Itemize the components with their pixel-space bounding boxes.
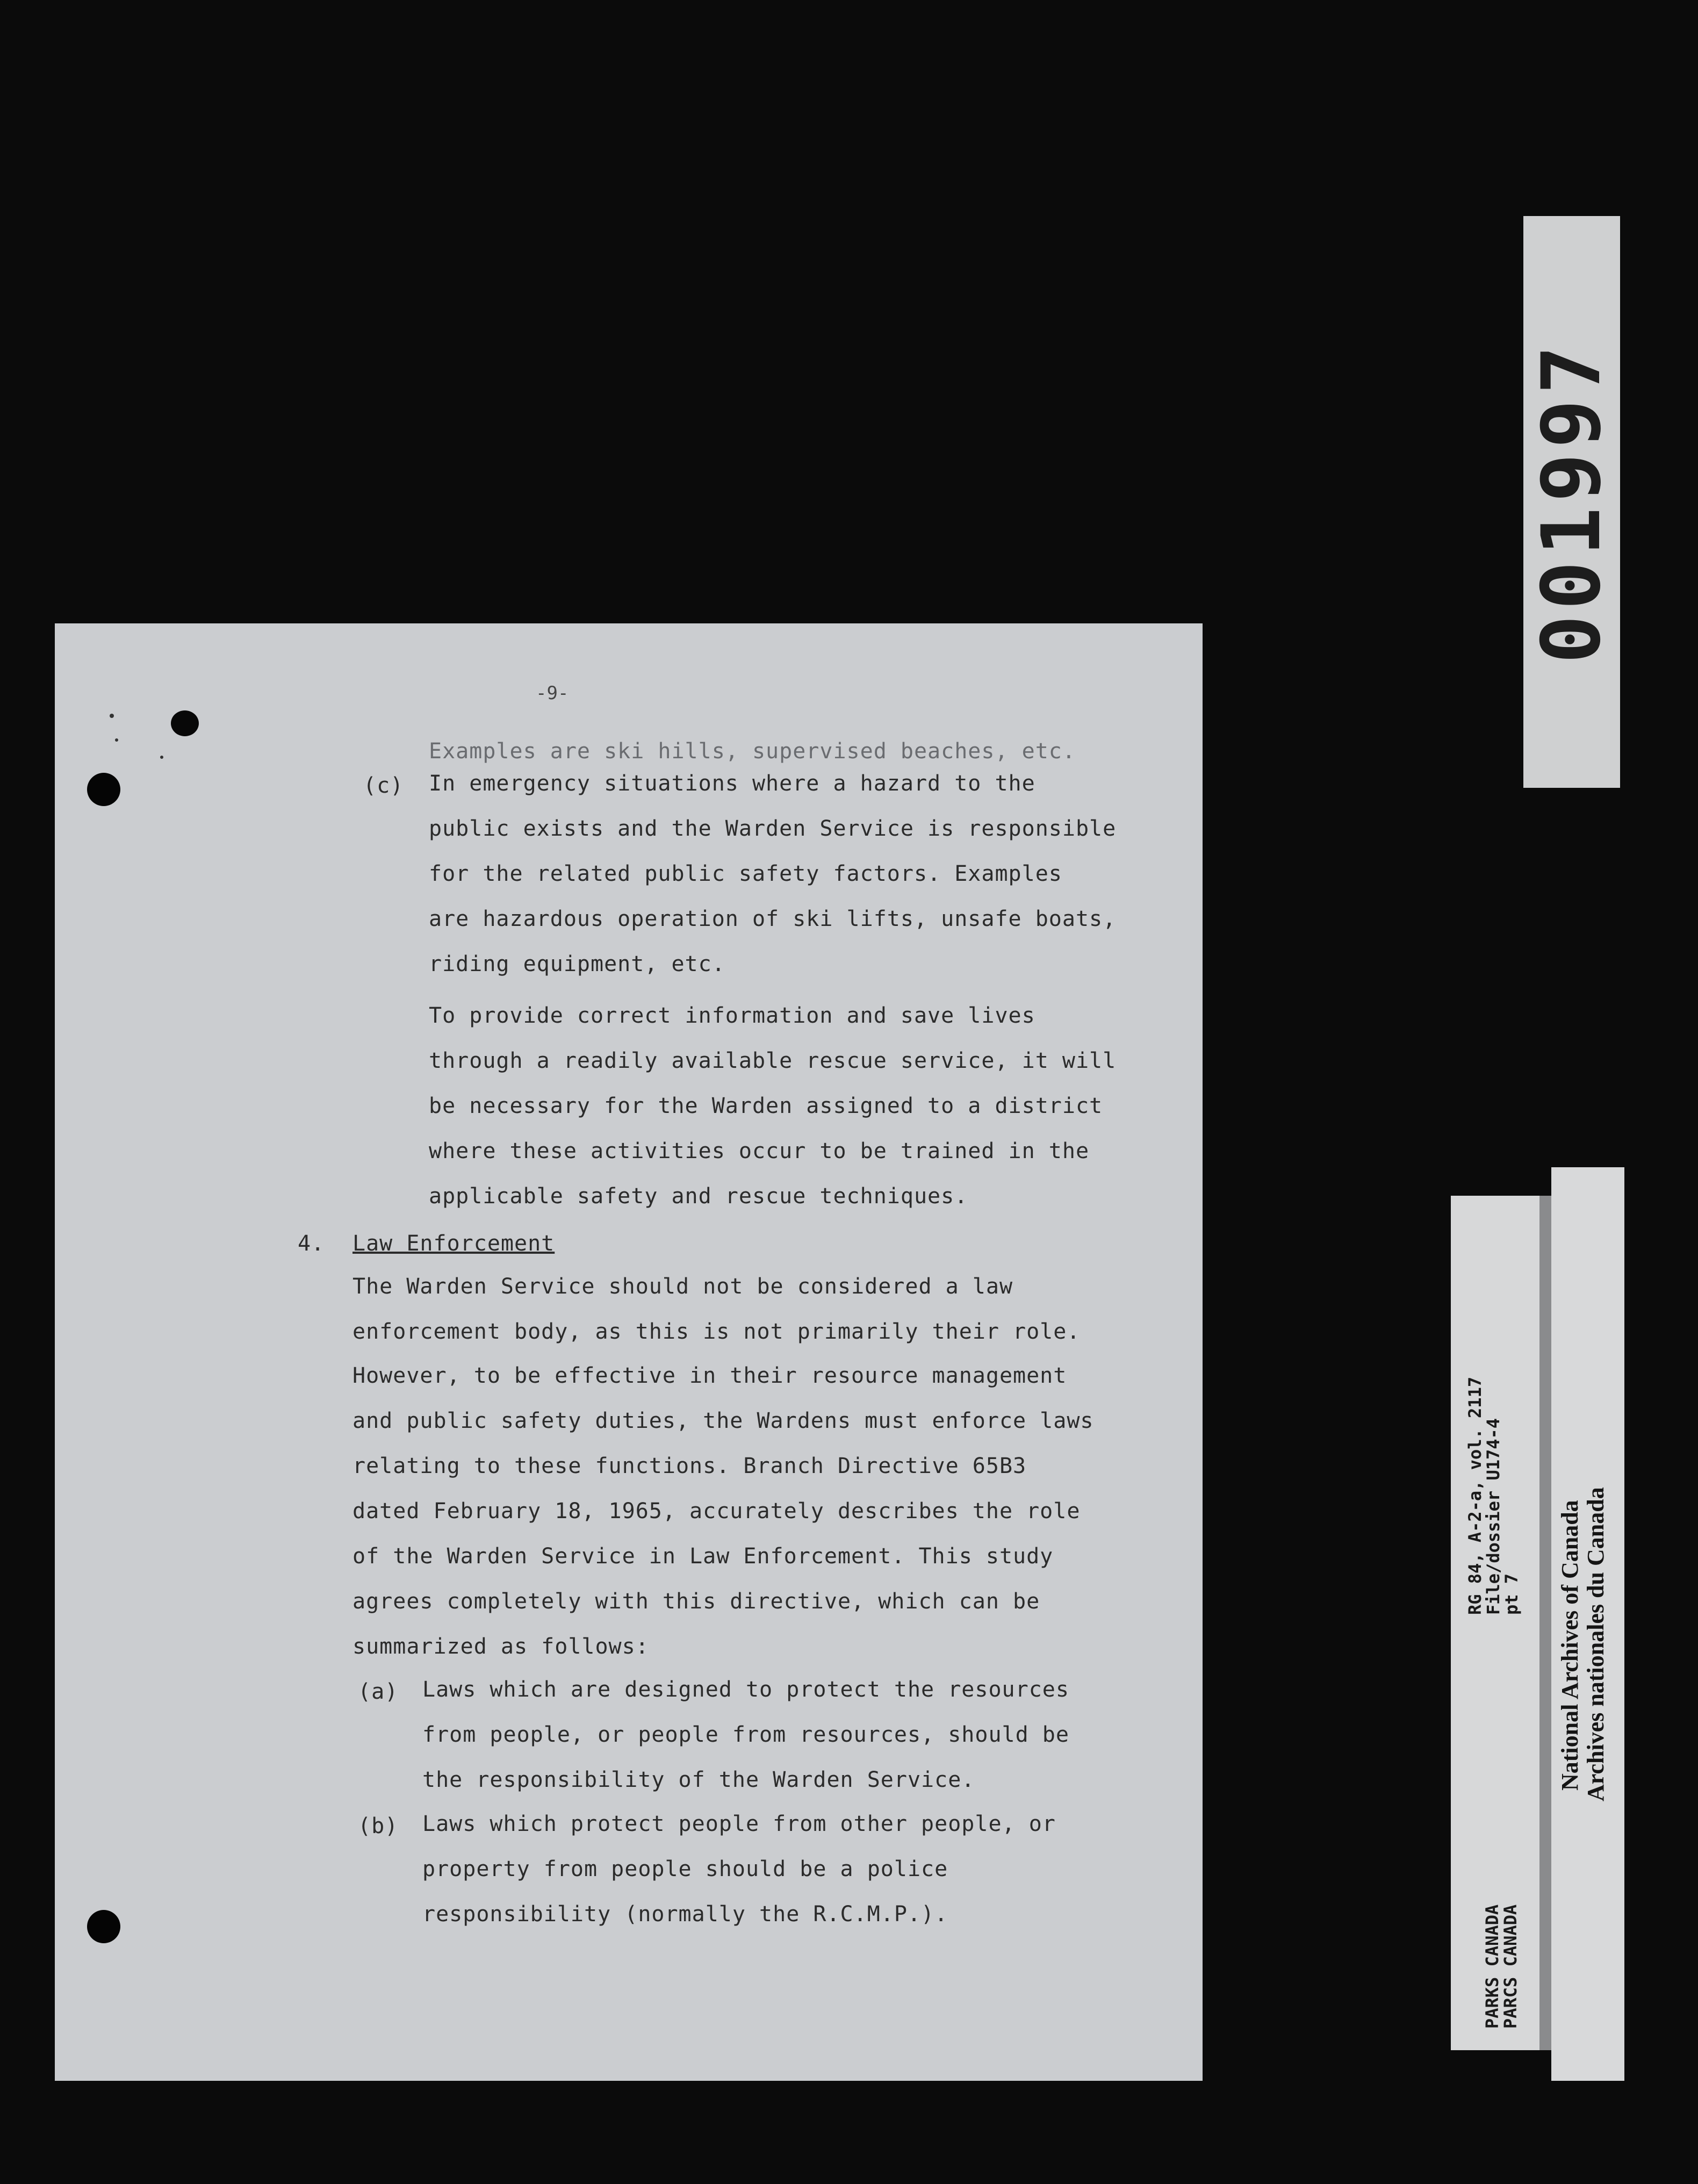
frame-number: 001997 xyxy=(1525,340,1618,664)
list-marker-c: (c) xyxy=(363,773,404,798)
reference-label xyxy=(1451,1196,1539,2050)
text-line: riding equipment, etc. xyxy=(429,952,725,976)
archive-label xyxy=(1551,1167,1624,2081)
archive-name-en: National Archives of Canada xyxy=(1557,1500,1583,1791)
archive-name-fr: Archives nationales du Canada xyxy=(1582,1487,1609,1801)
text-line: However, to be effective in their resource management xyxy=(352,1363,1067,1388)
text-line: dated February 18, 1965, accurately describes the role xyxy=(352,1499,1081,1524)
agency-en: PARKS CANADA xyxy=(1482,1904,1502,2029)
text-line: responsibility (normally the R.C.M.P.). xyxy=(422,1902,948,1927)
text-line: enforcement body, as this is not primarily their role. xyxy=(352,1319,1081,1344)
text-line: of the Warden Service in Law Enforcement. This study xyxy=(352,1544,1054,1569)
speck xyxy=(160,756,163,759)
text-line: agrees completely with this directive, which can be xyxy=(352,1589,1040,1614)
text-line: where these activities occur to be trained in the xyxy=(429,1139,1090,1163)
punch-hole xyxy=(87,773,120,806)
text-line: In emergency situations where a hazard to the xyxy=(429,771,1035,796)
reference-line-2: File/dossier U174-4 xyxy=(1483,1418,1503,1615)
label-divider xyxy=(1539,1196,1551,2050)
speck xyxy=(110,714,114,718)
speck xyxy=(115,738,118,742)
frame-number-card xyxy=(1523,216,1620,788)
text-line: property from people should be a police xyxy=(422,1857,948,1881)
text-line: summarized as follows: xyxy=(352,1634,649,1659)
text-line: the responsibility of the Warden Service. xyxy=(422,1768,975,1792)
text-line: The Warden Service should not be considered a law xyxy=(352,1274,1013,1299)
document-page xyxy=(55,623,1203,2081)
text-line: Examples are ski hills, supervised beaches, etc. xyxy=(429,739,1076,764)
punch-hole xyxy=(87,1910,120,1943)
list-marker-a: (a) xyxy=(358,1679,399,1704)
reference-line-3: pt 7 xyxy=(1501,1573,1522,1615)
section-heading: Law Enforcement xyxy=(352,1231,555,1256)
text-line: To provide correct information and save lives xyxy=(429,1003,1035,1028)
text-line: are hazardous operation of ski lifts, unsafe boats, xyxy=(429,907,1117,931)
ink-blot xyxy=(171,710,199,736)
list-marker-b: (b) xyxy=(358,1814,399,1838)
text-line: public exists and the Warden Service is responsible xyxy=(429,816,1117,841)
text-line: relating to these functions. Branch Directive 65B3 xyxy=(352,1454,1027,1478)
text-line: from people, or people from resources, should be xyxy=(422,1722,1069,1747)
page-number: -9- xyxy=(536,682,569,704)
text-line: Laws which protect people from other people, or xyxy=(422,1812,1056,1836)
text-line: for the related public safety factors. Examples xyxy=(429,861,1062,886)
text-line: applicable safety and rescue techniques. xyxy=(429,1184,968,1209)
text-line: Laws which are designed to protect the resources xyxy=(422,1677,1069,1702)
section-number: 4. xyxy=(298,1231,325,1256)
text-line: be necessary for the Warden assigned to a district xyxy=(429,1094,1103,1118)
agency-fr: PARCS CANADA xyxy=(1500,1904,1521,2029)
text-line: and public safety duties, the Wardens must enforce laws xyxy=(352,1409,1094,1433)
text-line: through a readily available rescue service, it will xyxy=(429,1048,1117,1073)
reference-line-1: RG 84, A-2-a, vol. 2117 xyxy=(1465,1376,1485,1615)
